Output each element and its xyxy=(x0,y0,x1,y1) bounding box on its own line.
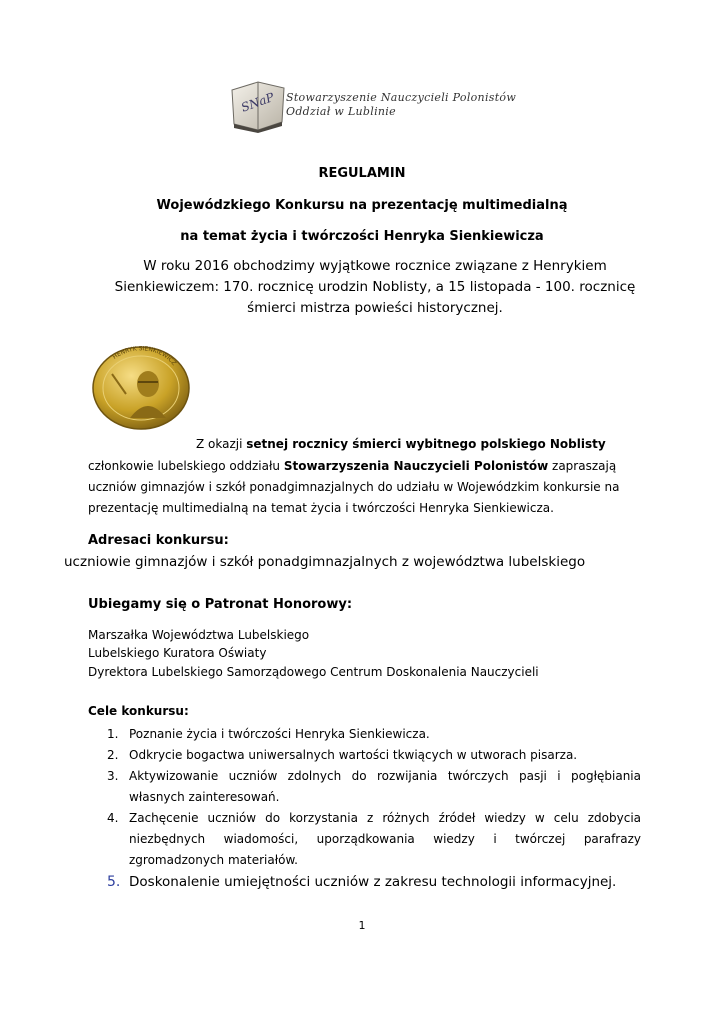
list-item-text-line: Zachęcenie uczniów do korzystania z różnych źródeł wiedzy w celu zdobycia xyxy=(129,811,641,825)
addressees-heading: Adresaci konkursu: xyxy=(88,533,229,548)
invitation-line1 xyxy=(196,434,676,455)
list-item xyxy=(107,724,641,745)
invitation-line3: uczniów gimnazjów i szkół ponadgimnazjalnych do udziału w Wojewódzkim konkursie na xyxy=(88,480,620,494)
invitation-line4: prezentację multimedialną na temat życia i twórczości Henryka Sienkiewicza. xyxy=(88,501,554,515)
invitation-emphasis-association: Stowarzyszenia Nauczycieli Polonistów xyxy=(283,459,549,473)
invitation-line2 xyxy=(88,456,688,477)
list-item-text: Odkrycie bogactwa uniwersalnych wartości tkwiących w utworach pisarza. xyxy=(129,748,578,762)
intro-paragraph xyxy=(80,256,670,319)
list-item-text: Poznanie życia i twórczości Henryka Sienkiewicza. xyxy=(129,727,430,741)
list-item-number: 2. xyxy=(107,748,119,762)
list-item-number: 3. xyxy=(107,769,119,783)
list-item xyxy=(107,745,641,766)
invitation-emphasis-anniversary: setnej rocznicy śmierci wybitnego polskiego Noblisty xyxy=(246,437,606,451)
list-item-number: 5. xyxy=(107,874,121,890)
invitation-members: członkowie lubelskiego oddziału xyxy=(88,459,284,473)
list-item-text: Doskonalenie umiejętności uczniów z zakresu technologii informacyjnej. xyxy=(129,874,617,890)
logo-monogram: SNaP xyxy=(239,89,276,115)
list-item-number: 1. xyxy=(107,727,119,741)
goals-list xyxy=(107,724,641,893)
list-item xyxy=(107,766,641,808)
list-item-text-line: Aktywizowanie uczniów zdolnych do rozwijania twórczych pasji i pogłębiania xyxy=(129,769,641,783)
invitation-prefix: Z okazji xyxy=(196,437,247,451)
sienkiewicz-medal-image xyxy=(92,346,190,430)
doc-title: REGULAMIN xyxy=(318,166,406,181)
addressees-text: uczniowie gimnazjów i szkół ponadgimnazjalnych z województwa lubelskiego xyxy=(64,554,586,570)
book-icon xyxy=(228,78,288,134)
patronage-item: Dyrektora Lubelskiego Samorządowego Centrum Doskonalenia Nauczycieli xyxy=(88,665,539,679)
medal-inscription: HENRYK SIENKIEWICZ xyxy=(111,346,178,367)
org-name xyxy=(286,91,516,119)
list-item-text xyxy=(129,766,641,808)
goals-heading: Cele konkursu: xyxy=(88,704,189,718)
org-name-line2: Oddział w Lublinie xyxy=(286,105,396,118)
invitation-invite: zapraszają xyxy=(548,459,617,473)
list-item xyxy=(107,808,641,871)
list-item-text-line: niezbędnych wiadomości, uporządkowania wiedzy i twórczej parafrazy xyxy=(129,832,641,846)
page-number: 1 xyxy=(358,919,366,932)
patronage-item: Lubelskiego Kuratora Oświaty xyxy=(88,646,267,660)
intro-line3: śmierci mistrza powieści historycznej. xyxy=(247,300,503,316)
list-item-text-line: zgromadzonych materiałów. xyxy=(129,853,298,867)
list-item-text xyxy=(129,808,641,871)
doc-subtitle-line1: Wojewódzkiego Konkursu na prezentację multimedialną xyxy=(156,198,568,213)
doc-subtitle-line2: na temat życia i twórczości Henryka Sienkiewicza xyxy=(180,229,544,244)
patronage-heading: Ubiegamy się o Patronat Honorowy: xyxy=(88,597,353,612)
intro-line2: Sienkiewiczem: 170. rocznicę urodzin Noblisty, a 15 listopada - 100. rocznicę xyxy=(114,279,636,295)
list-item xyxy=(107,871,641,893)
intro-line1: W roku 2016 obchodzimy wyjątkowe rocznice związane z Henrykiem xyxy=(143,258,607,274)
org-name-line1: Stowarzyszenie Nauczycieli Polonistów xyxy=(286,91,517,104)
list-item-number: 4. xyxy=(107,811,119,825)
list-item-text-line: własnych zainteresowań. xyxy=(129,790,280,804)
patronage-item: Marszałka Województwa Lubelskiego xyxy=(88,628,310,642)
